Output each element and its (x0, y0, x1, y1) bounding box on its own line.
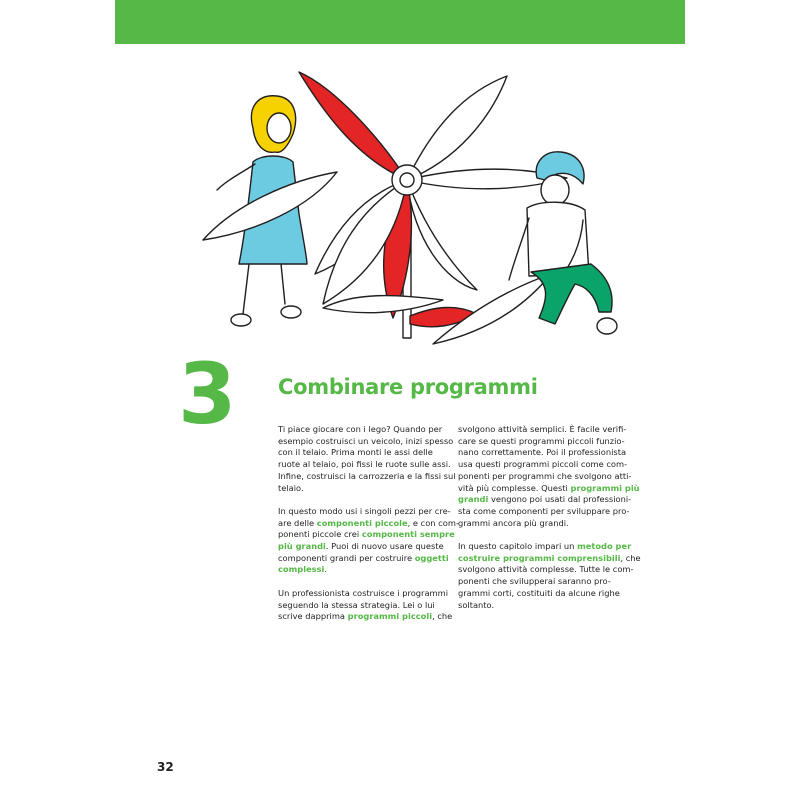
boy-pants (531, 264, 612, 324)
text-segment: esempio costruisci un veicolo, inizi spesso (278, 435, 454, 446)
text-segment: , che (432, 611, 453, 622)
girl-arm-left (217, 164, 255, 190)
text-segment: con il telaio. Prima monti le assi delle (278, 447, 433, 458)
text-segment: nano correttamente. Poi il professionista (458, 447, 627, 458)
text-line (278, 505, 451, 518)
girl-shoe-left (231, 314, 251, 326)
highlighted-term: programmi più (570, 482, 640, 493)
text-line (458, 564, 634, 576)
ground-blade-white-left (323, 296, 443, 313)
text-column-right (458, 424, 641, 623)
girl-shoe-right (281, 306, 301, 318)
text-line (458, 506, 628, 518)
text-line (278, 483, 448, 495)
text-line (458, 424, 628, 436)
text-line (458, 576, 628, 588)
text-segment: usa questi programmi piccoli come com- (458, 459, 628, 470)
text-segment: ponenti piccole crei (278, 529, 362, 540)
text-segment: In questo capitolo impari un (458, 541, 578, 552)
header-color-bar (115, 0, 685, 44)
boy-arm-left (509, 218, 529, 280)
text-segment: soltanto. (458, 599, 495, 610)
text-line (278, 459, 451, 471)
chapter-number: 3 (178, 345, 237, 443)
text-segment: care se questi programmi piccoli funzio- (458, 435, 625, 446)
text-line (278, 600, 448, 612)
highlighted-term: metodo per (577, 541, 632, 552)
text-segment: svolgono attività complesse. Tutte le com- (458, 564, 634, 575)
text-segment: ruote al telaio, poi fissi le ruote sulle assi. (278, 459, 451, 470)
text-line (278, 588, 448, 600)
paragraph (458, 541, 641, 611)
chapter-title: Combinare programmi (278, 375, 538, 399)
text-segment: telaio. (278, 482, 304, 493)
text-column-left (278, 424, 459, 635)
text-segment: sta come componenti per sviluppare pro- (458, 505, 630, 516)
text-line (458, 541, 632, 553)
paragraph (278, 587, 453, 623)
boy-face (541, 175, 569, 205)
page-number: 32 (157, 760, 174, 774)
text-segment: . (324, 564, 328, 575)
windmill-blade-red-top (299, 72, 407, 180)
text-segment: , che (620, 552, 641, 563)
text-line (458, 470, 632, 483)
text-line (278, 564, 448, 576)
girl-leg-right (281, 264, 285, 304)
text-segment: grammi ancora più grandi. (458, 517, 569, 528)
text-segment: seguendo la stessa strategia. Lei o lui (278, 599, 435, 610)
text-segment: componenti grandi per costruire (278, 552, 415, 563)
text-line (278, 435, 454, 448)
text-line (458, 436, 628, 448)
highlighted-term: oggetti (414, 552, 449, 563)
text-line (458, 447, 628, 459)
text-segment: . Puoi di nuovo usare queste (325, 541, 444, 552)
text-segment: ponenti per programmi che svolgono atti- (458, 470, 632, 481)
highlighted-term: programmi piccoli (347, 611, 433, 622)
text-line (458, 588, 628, 600)
text-line (278, 529, 455, 541)
paragraph (278, 505, 459, 576)
text-line (458, 482, 640, 495)
text-line (278, 541, 448, 553)
text-line (278, 553, 448, 565)
paragraph (278, 424, 456, 494)
girl-face (267, 113, 291, 143)
text-segment: vengono poi usati dal professioni- (488, 494, 632, 505)
highlighted-term: componenti piccole (316, 517, 408, 528)
text-segment: Infine, costruisci la carrozzeria e la fissi sul (278, 470, 456, 481)
text-segment: grammi corti, costituiti da alcune righe (458, 587, 620, 598)
text-line (458, 459, 628, 471)
text-segment: ponenti che svilupperai saranno pro- (458, 576, 611, 587)
windmill-blade-white-top-right (407, 76, 507, 180)
boy-shoe (597, 318, 617, 334)
text-segment: svolgono attività semplici. È facile verifi- (458, 424, 627, 434)
text-segment: Ti piace giocare con i lego? Quando per (278, 424, 443, 434)
text-segment: are delle (278, 517, 317, 528)
text-segment: , e con com- (407, 517, 459, 528)
windmill-blade-white-bottom-right (407, 180, 477, 290)
text-line (278, 470, 456, 483)
highlighted-term: costruire programmi comprensibili (458, 552, 621, 563)
text-segment: Un professionista costruisce i programmi (278, 587, 449, 598)
text-segment: scrive dapprima (278, 611, 348, 622)
text-line (278, 517, 459, 530)
highlighted-term: più grandi (278, 541, 326, 552)
text-line (458, 600, 628, 612)
paragraph (458, 424, 640, 529)
children-windmill-illustration (195, 68, 635, 348)
girl-leg-left (243, 264, 249, 314)
highlighted-term: grandi (458, 494, 489, 505)
text-segment: vità più complesse. Questi (458, 482, 571, 493)
highlighted-term: complessi (278, 564, 325, 575)
text-line (278, 424, 448, 436)
text-line (458, 518, 628, 530)
text-line (458, 552, 641, 565)
text-line (278, 447, 448, 459)
highlighted-term: componenti sempre (361, 529, 455, 540)
text-line (458, 494, 632, 506)
text-line (278, 611, 453, 623)
text-segment: In questo modo usi i singoli pezzi per cre- (278, 505, 451, 516)
